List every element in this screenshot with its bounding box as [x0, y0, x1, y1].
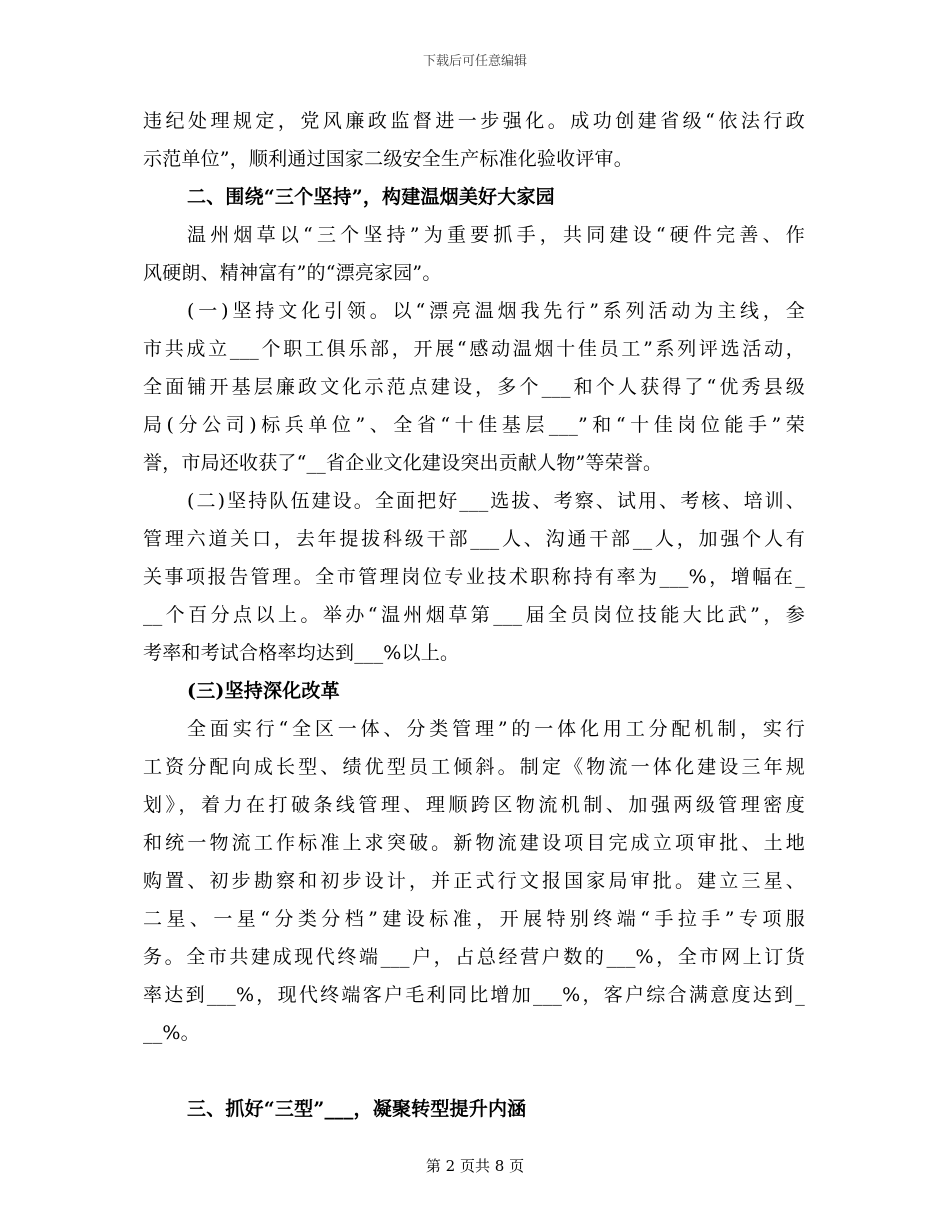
- paragraph-line: 考率和考试合格率均达到___%以上。: [143, 642, 460, 664]
- paragraph-line: 全面铺开基层廉政文化示范点建设，多个___和个人获得了“优秀县级: [143, 376, 805, 398]
- paragraph-line: 温州烟草以“三个坚持”为重要抓手，共同建设“硬件完善、作: [187, 224, 805, 246]
- paragraph-line: __个百分点以上。举办“温州烟草第___届全员岗位技能大比武”，参: [143, 604, 805, 626]
- paragraph-line: 市共成立___个职工俱乐部，开展“感动温烟十佳员工”系列评选活动，: [143, 338, 805, 360]
- paragraph-line: 购置、初步勘察和初步设计，并正式行文报国家局审批。建立三星、: [143, 870, 805, 892]
- paragraph-line: 全面实行“全区一体、分类管理”的一体化用工分配机制，实行: [187, 718, 805, 740]
- section-heading: 三、抓好“三型”___，凝聚转型提升内涵: [187, 1098, 527, 1120]
- paragraph-line: 示范单位”，顺利通过国家二级安全生产标准化验收评审。: [143, 148, 633, 170]
- paragraph-line: 关事项报告管理。全市管理岗位专业技术职称持有率为___%，增幅在_: [143, 566, 805, 588]
- page-header: 下载后可任意编辑: [422, 54, 527, 69]
- paragraph-line: 工资分配向成长型、绩优型员工倾斜。制定《物流一体化建设三年规: [143, 756, 805, 778]
- paragraph-line: 率达到___%，现代终端客户毛利同比增加___%，客户综合满意度达到_: [143, 984, 805, 1006]
- paragraph-line: [143, 1052, 805, 1090]
- paragraph-line: 划》，着力在打破条线管理、理顺跨区物流机制、加强两级管理密度: [143, 794, 805, 816]
- paragraph-line: 管理六道关口，去年提拔科级干部___人、沟通干部__人，加强个人有: [143, 528, 805, 550]
- paragraph-line: 誉，市局还收获了“__省企业文化建设突出贡献人物”等荣誉。: [143, 452, 663, 474]
- paragraph-line: 局(分公司)标兵单位”、全省“十佳基层___”和“十佳岗位能手”荣: [143, 414, 805, 436]
- paragraph-line: 和统一物流工作标准上求突破。新物流建设项目完成立项审批、土地: [143, 832, 805, 854]
- paragraph-line: 风硬朗、精神富有”的“漂亮家园”。: [143, 262, 442, 284]
- section-heading: 二、围绕“三个坚持”，构建温烟美好大家园: [187, 186, 555, 208]
- paragraph-line: __%。: [143, 1022, 200, 1044]
- section-heading: (三)坚持深化改革: [187, 680, 340, 702]
- paragraph-line: 二星、一星“分类分档”建设标准，开展特别终端“手拉手”专项服: [143, 908, 805, 930]
- page-footer: 第 2 页共 8 页: [425, 1157, 525, 1175]
- paragraph-line: (二)坚持队伍建设。全面把好___选拔、考察、试用、考核、培训、: [187, 490, 805, 512]
- paragraph-line: 务。全市共建成现代终端___户，占总经营户数的___%，全市网上订货: [143, 946, 805, 968]
- document-body: [143, 102, 805, 1128]
- paragraph-line: (一)坚持文化引领。以“漂亮温烟我先行”系列活动为主线，全: [187, 300, 805, 322]
- paragraph-line: 违纪处理规定，党风廉政监督进一步强化。成功创建省级“依法行政: [143, 110, 805, 132]
